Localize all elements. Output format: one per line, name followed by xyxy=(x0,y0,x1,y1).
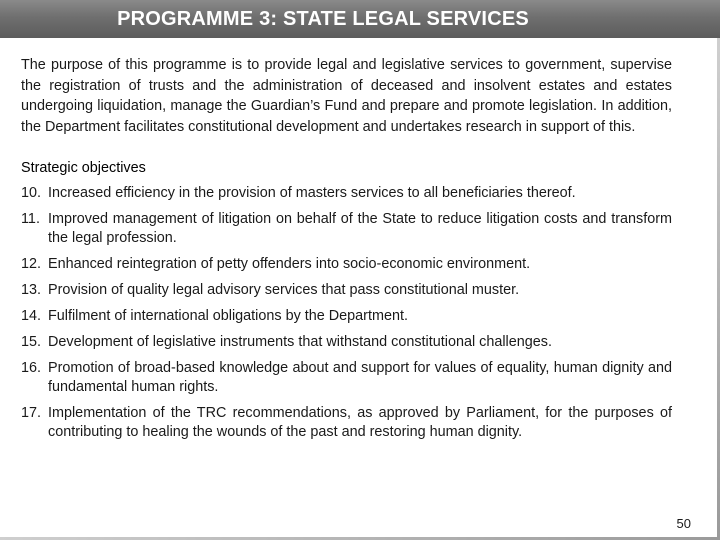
objective-number: 12. xyxy=(21,255,42,272)
list-item xyxy=(21,184,672,203)
objective-text: Provision of quality legal advisory services that pass constitutional muster. xyxy=(48,281,520,298)
objective-number: 16. xyxy=(21,359,42,376)
objective-text: Fulfilment of international obligations by the Department. xyxy=(48,307,408,324)
list-item xyxy=(21,333,672,352)
list-item xyxy=(21,255,672,274)
objective-number: 14. xyxy=(21,307,42,324)
objective-number: 10. xyxy=(21,184,42,201)
objective-text: Increased efficiency in the provision of masters services to all beneficiaries thereof. xyxy=(48,184,576,201)
objective-text: Implementation of the TRC recommendations, as approved by Parliament, for the purposes of contributing to healing the wounds of the past and restoring human dignity. xyxy=(48,404,672,440)
slide-content xyxy=(21,55,672,449)
page-number: 50 xyxy=(676,516,691,531)
title-bar xyxy=(0,0,720,38)
list-item xyxy=(21,359,672,397)
list-item xyxy=(21,404,672,442)
strategic-objectives-heading: Strategic objectives xyxy=(21,160,146,176)
strategic-objectives-list xyxy=(21,184,672,442)
list-item xyxy=(21,307,672,326)
objective-text: Improved management of litigation on behalf of the State to reduce litigation costs and transform the legal profession. xyxy=(48,210,672,246)
objective-number: 15. xyxy=(21,333,42,350)
objective-text: Enhanced reintegration of petty offenders into socio-economic environment. xyxy=(48,255,531,272)
objective-text: Promotion of broad-based knowledge about and support for values of equality, human dignity and fundamental human rights. xyxy=(48,359,672,395)
list-item xyxy=(21,210,672,248)
list-item xyxy=(21,281,672,300)
objective-text: Development of legislative instruments that withstand constitutional challenges. xyxy=(48,333,552,350)
objective-number: 11. xyxy=(21,210,40,227)
objective-number: 17. xyxy=(21,404,42,421)
page-title: PROGRAMME 3: STATE LEGAL SERVICES xyxy=(117,7,529,30)
objective-number: 13. xyxy=(21,281,42,298)
purpose-paragraph: The purpose of this programme is to provide legal and legislative services to government, supervise the registration of trusts and the administration of deceased and insolvent estates and estates undergoing liquidation, manage the Guardian’s Fund and prepare and promote legislation. In addition, the Department facilitates constitutional development and undertakes research in support of this. xyxy=(21,57,672,135)
